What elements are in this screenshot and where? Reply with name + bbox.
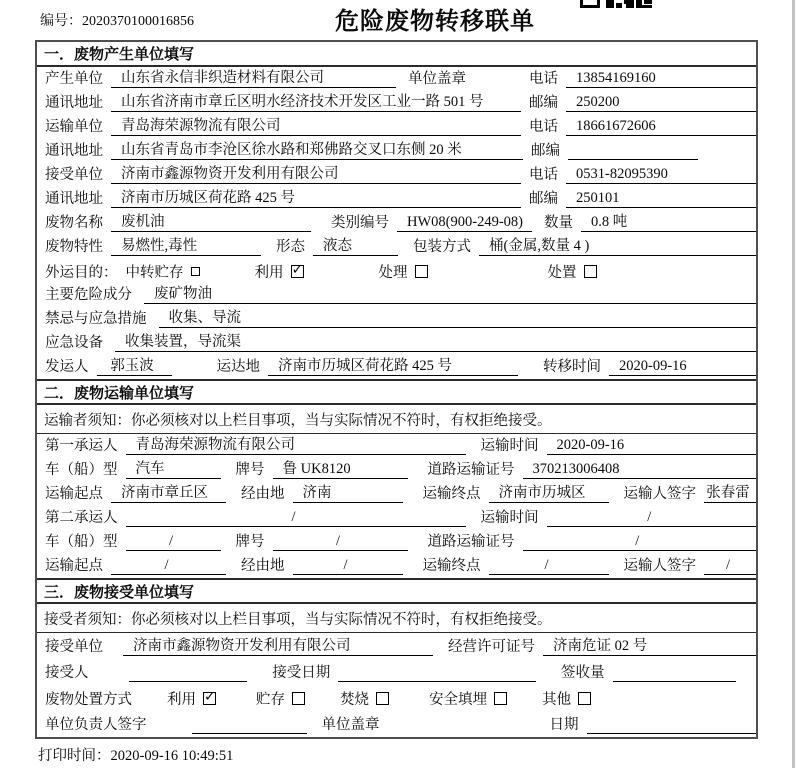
print-time-label: 打印时间： [38,748,111,764]
phone-label: 电话 [529,71,558,87]
disposal-option-other [542,688,591,709]
carrier2-row [37,506,756,530]
transporter-address-row [37,139,756,163]
road-permit2-field: / [523,533,757,551]
origin-label: 运输起点 [45,486,103,502]
accept-date-field [338,681,536,682]
acceptor-label: 接受人 [45,665,89,681]
receiver-label: 接受单位 [45,167,103,183]
carrier2-field: / [126,509,466,527]
end2-field: / [489,557,609,575]
receiver-zip-field: 250101 [566,190,756,208]
transporter-row [37,115,756,139]
option-label: 利用 [254,264,284,281]
carrier1-field: 青岛海荣源物流有限公司 [126,434,466,455]
transfer-time-label: 转移时间 [543,359,601,375]
option-label: 处置 [547,264,577,281]
receiver-address-field: 济南市历城区荷花路 425 号 [111,187,521,208]
section2-header: 二．废物运输单位填写 [37,379,756,405]
permit-label: 经营许可证号 [448,639,535,655]
vehicle-label: 车（船）型 [45,534,118,550]
origin1-field: 济南市章丘区 [111,482,226,503]
checkbox-icon [415,265,428,278]
waste-name-row [37,211,756,235]
vehicle1-row [37,458,756,482]
receiver-address-row [37,187,756,211]
producer-address-field: 山东省济南市章丘区明水经济技术开发区工业一路 501 号 [111,91,521,112]
responsible-sign-label: 单位负责人签字 [45,717,147,733]
unit-seal-label: 单位盖章 [321,717,380,733]
transporter-sign2-field: / [704,557,756,575]
option-label: 焚烧 [340,691,369,708]
serial-number-line [40,10,194,30]
accept-unit-row [37,633,756,659]
accept-unit-field: 济南市鑫源物资开发利用有限公司 [123,634,433,656]
plate-label: 牌号 [235,462,265,478]
doc-header [0,0,796,40]
transporter-sign-label: 运输人签字 [623,486,696,502]
transport-time-label: 运输时间 [480,438,539,454]
vehicle1-field: 汽车 [126,458,221,479]
origin-label: 运输起点 [45,558,103,574]
end-label: 运输终点 [422,486,481,502]
carrier1-row [37,434,756,458]
purpose-option-dispose [548,261,597,282]
checkbox-icon [376,692,389,705]
checkbox-icon [292,692,305,705]
address-label: 通讯地址 [45,95,103,111]
plate-label: 牌号 [235,534,265,550]
transport-time2-field: / [547,509,757,527]
vehicle-label: 车（船）型 [45,462,118,478]
checkbox-checked-icon [291,265,304,278]
option-label: 安全填埋 [429,691,487,708]
option-label: 贮存 [256,691,285,708]
transporter-sign1-field: 张春雷 [704,482,756,503]
via-label: 经由地 [241,558,285,574]
phone-label: 电话 [529,167,558,183]
checkbox-icon [494,692,507,705]
equipment-row [37,331,756,355]
option-label: 利用 [167,691,196,708]
transport-time1-field: 2020-09-16 [547,437,757,455]
end-label: 运输终点 [422,558,481,574]
print-time-value: 2020-09-16 10:49:51 [110,748,234,764]
end1-field: 济南市历城区 [489,482,609,503]
transfer-time-field: 2020-09-16 [609,358,756,376]
hazard-row [37,283,756,307]
origin2-field: / [111,557,226,575]
acceptor-field [129,681,248,682]
vehicle2-field: / [126,533,221,551]
checkbox-checked-icon [203,692,216,705]
purpose-option-utilize [255,261,304,282]
acceptor-row [37,659,756,685]
print-time-line [38,744,233,765]
receiver-phone-field: 0531-82095390 [566,166,756,184]
receiver-name-field: 济南市鑫源物资开发利用有限公司 [111,163,521,184]
manifest-form [35,40,758,739]
via2-field: / [293,557,403,575]
packaging-label: 包装方式 [413,239,471,255]
zip-label: 邮编 [531,143,560,159]
equipment-label: 应急设备 [45,335,103,351]
doc-title: 危险废物转移联单 [335,8,535,35]
section3-header: 三．废物接受单位填写 [37,578,756,604]
checkbox-icon [584,265,597,278]
date-label: 日期 [549,717,579,733]
transport-time-label: 运输时间 [480,510,539,526]
category-code-field: HW08(900-249-08) [397,214,532,232]
carrier1-label: 第一承运人 [45,438,118,454]
transporter-zip-field [568,159,698,160]
producer-label: 产生单位 [45,71,103,87]
characteristics-row [37,235,756,259]
road-permit1-field: 370213006408 [523,461,757,479]
zip-label: 邮编 [529,191,558,207]
route1-row [37,482,756,506]
disposal-option-utilize [167,688,216,709]
option-label: 处理 [378,264,408,281]
destination-label: 运达地 [216,359,260,375]
phone-label: 电话 [529,119,558,135]
destination-field: 济南市历城区荷花路 425 号 [268,355,518,376]
emergency-row [37,307,756,331]
characteristics-label: 废物特性 [45,239,103,255]
quantity-label: 数量 [544,215,573,231]
form-label: 形态 [276,239,305,255]
plate1-field: 鲁 UK8120 [273,458,408,479]
disposal-option-store [256,688,305,709]
page-edge-line [792,0,795,768]
disposal-option-landfill [429,688,507,709]
producer-address-row [37,91,756,115]
producer-zip-field: 250200 [566,94,756,112]
received-qty-field [613,681,737,682]
hazard-label: 主要危险成分 [45,287,132,303]
purpose-label: 外运目的： [45,264,118,281]
transporter-sign-label: 运输人签字 [623,558,696,574]
via-label: 经由地 [241,486,285,502]
shipper-row [37,355,756,379]
option-label: 中转贮存 [125,264,184,281]
quantity-field: 0.8 吨 [581,211,756,232]
accept-unit-label: 接受单位 [45,639,103,655]
packaging-field: 桶(金属,数量 4 ) [479,235,756,256]
shipper-label: 发运人 [45,359,89,375]
characteristics-field: 易燃性,毒性 [111,235,261,256]
purpose-row [37,259,756,283]
checkbox-icon [578,692,591,705]
emergency-field: 收集、导流 [159,307,757,328]
form-field: 液态 [313,235,398,256]
waste-name-field: 废机油 [111,211,311,232]
disposal-option-incinerate [340,688,389,709]
producer-row [37,67,756,91]
purpose-option-treat [379,261,428,282]
plate2-field: / [273,533,408,551]
accept-date-label: 接受日期 [272,665,331,681]
address-label: 通讯地址 [45,143,103,159]
equipment-field: 收集装置，导流渠 [115,331,756,352]
disposal-row [37,685,756,711]
producer-phone-field: 13854169160 [566,70,756,88]
date-field [587,733,757,734]
vehicle2-row [37,530,756,554]
producer-name-field: 山东省永信非织造材料有限公司 [111,67,396,88]
shipper-field: 郭玉波 [97,355,172,376]
transporter-label: 运输单位 [45,119,103,135]
transporter-phone-field: 18661672606 [566,118,756,136]
option-label: 其他 [542,691,571,708]
disposal-label: 废物处置方式 [45,691,132,708]
serial-label: 编号： [40,14,82,29]
transporter-address-field: 山东省青岛市李沧区徐水路和郑佛路交叉口东侧 20 米 [111,139,523,160]
address-label: 通讯地址 [45,191,103,207]
waste-name-label: 废物名称 [45,215,103,231]
road-permit-label: 道路运输证号 [427,534,515,550]
road-permit-label: 道路运输证号 [427,462,515,478]
transporter-notice: 运输者须知：你必须核对以上栏目事项，当与实际情况不符时，有权拒绝接受。 [37,405,756,434]
receiver-notice: 接受者须知：你必须核对以上栏目事项，当与实际情况不符时，有权拒绝接受。 [37,604,756,633]
checkbox-icon [191,267,200,276]
via1-field: 济南 [293,482,403,503]
serial-number: 2020370100016856 [82,14,194,29]
carrier2-label: 第二承运人 [45,510,118,526]
section1-header: 一．废物产生单位填写 [37,42,756,67]
purpose-option-transfer-storage [126,261,200,282]
responsible-sign-field [192,733,307,734]
responsible-sign-row [37,711,756,737]
category-label: 类别编号 [331,215,389,231]
zip-label: 邮编 [529,95,558,111]
unit-seal-label: 单位盖章 [408,71,466,87]
transporter-name-field: 青岛海荣源物流有限公司 [111,115,521,136]
hazard-field: 废矿物油 [144,283,756,304]
emergency-label: 禁忌与应急措施 [45,311,147,327]
route2-row [37,554,756,578]
receiver-row [37,163,756,187]
permit-field: 济南危证 02 号 [543,634,756,656]
received-qty-label: 签收量 [561,665,605,681]
